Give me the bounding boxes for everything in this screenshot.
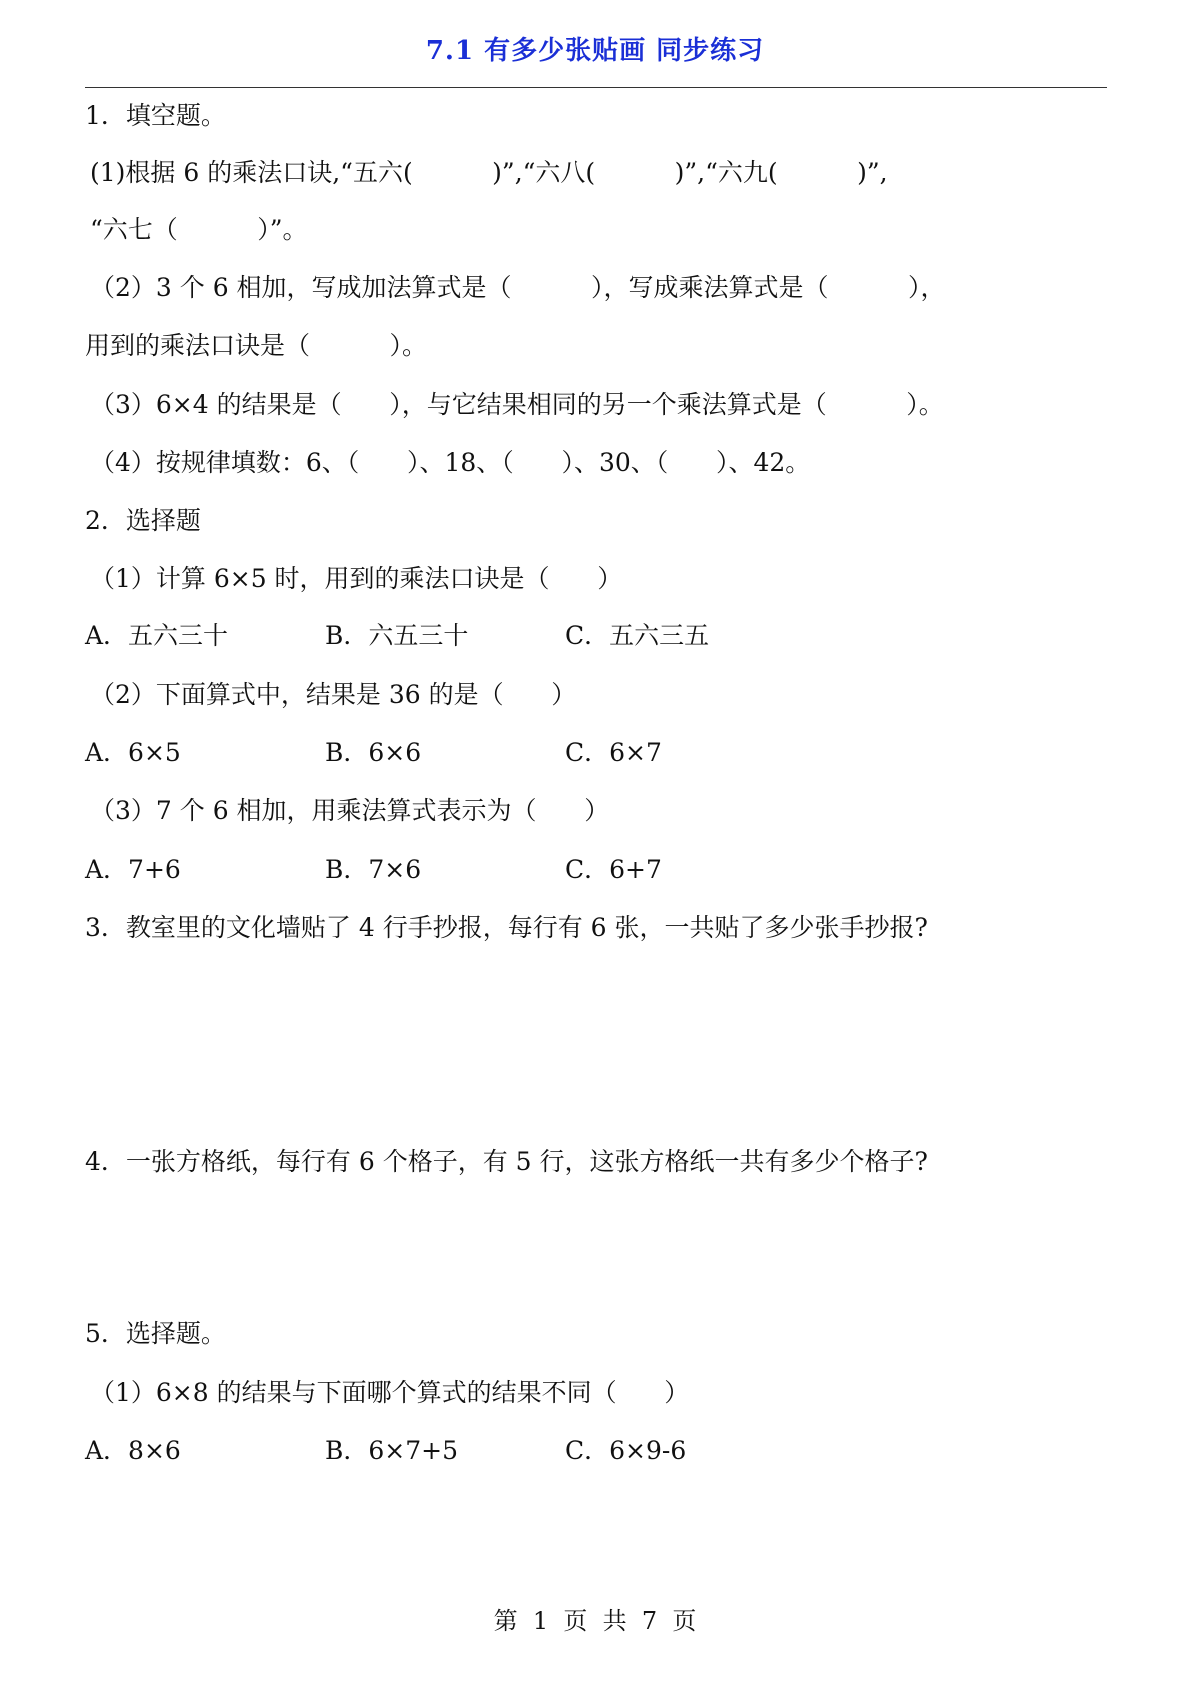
q2-sub1: （1）计算 6×5 时，用到的乘法口诀是（ ）: [90, 564, 623, 593]
q1-part3: （3）6×4 的结果是（ ），与它结果相同的另一个乘法算式是（ ）。: [90, 390, 944, 419]
q5-sub1-option-a: A．8×6: [85, 1436, 181, 1465]
q5-sub1-option-c: C．6×9-6: [565, 1436, 687, 1465]
q1-heading: 1．填空题。: [85, 101, 226, 130]
q2-sub2-option-b: B．6×6: [325, 738, 422, 767]
q2-sub3-option-b: B．7×6: [325, 855, 422, 884]
q2-sub1-option-c: C．五六三五: [565, 621, 710, 650]
q1-part4: （4）按规律填数：6、（ ）、18、（ ）、30、（ ）、42。: [90, 448, 811, 477]
q2-sub1-option-a: A．五六三十: [85, 621, 229, 650]
q2-sub3-option-a: A．7+6: [85, 855, 181, 884]
title-divider: [85, 87, 1107, 88]
q2-sub2: （2）下面算式中，结果是 36 的是（ ）: [90, 680, 577, 709]
page-title: 7.1 有多少张贴画 同步练习: [425, 36, 765, 66]
q1-part1-line2: “六七（ ）”。: [90, 215, 308, 244]
q2-sub2-option-c: C．6×7: [565, 738, 662, 767]
q1-part2-line2: 用到的乘法口诀是（ ）。: [85, 331, 427, 360]
page-footer: 第 1 页 共 7 页: [493, 1607, 697, 1635]
q2-heading: 2．选择题: [85, 506, 201, 535]
q1-part2-line1: （2）3 个 6 相加，写成加法算式是（ ），写成乘法算式是（ ），: [90, 273, 946, 302]
q5-sub1: （1）6×8 的结果与下面哪个算式的结果不同（ ）: [90, 1378, 690, 1407]
q5-heading: 5．选择题。: [85, 1319, 226, 1348]
q1-part1-line1: (1)根据 6 的乘法口诀,“五六( )”,“六八( )”,“六九( )”,: [90, 158, 888, 187]
q3-question: 3．教室里的文化墙贴了 4 行手抄报，每行有 6 张，一共贴了多少张手抄报?: [85, 913, 928, 942]
q2-sub3-option-c: C．6+7: [565, 855, 662, 884]
q5-sub1-option-b: B．6×7+5: [325, 1436, 458, 1465]
q2-sub1-option-b: B．六五三十: [325, 621, 469, 650]
q2-sub3: （3）7 个 6 相加，用乘法算式表示为（ ）: [90, 796, 610, 825]
q4-question: 4．一张方格纸，每行有 6 个格子，有 5 行，这张方格纸一共有多少个格子?: [85, 1147, 928, 1176]
q2-sub2-option-a: A．6×5: [85, 738, 181, 767]
